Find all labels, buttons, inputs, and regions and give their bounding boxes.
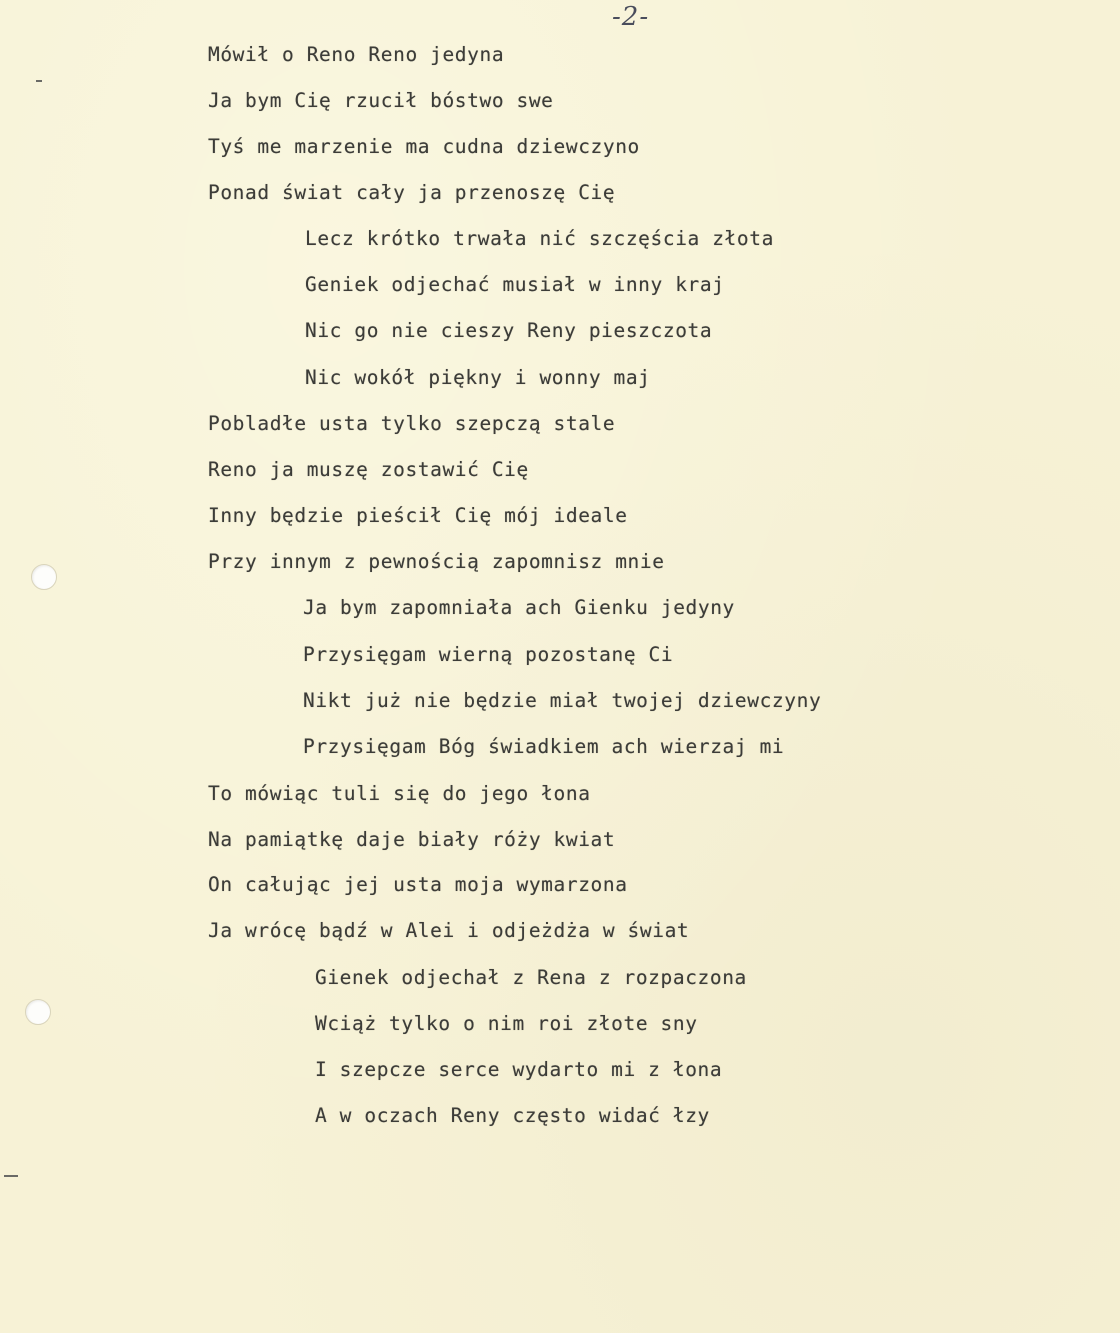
poem-line: Nikt już nie będzie miał twojej dziewczyny xyxy=(303,689,822,712)
poem-line: I szepcze serce wydarto mi z łona xyxy=(315,1058,723,1081)
poem-line: Gienek odjechał z Rena z rozpaczona xyxy=(315,966,747,989)
margin-mark xyxy=(36,80,42,82)
poem-line: Reno ja muszę zostawić Cię xyxy=(208,458,529,481)
page-number: -2- xyxy=(612,2,650,32)
margin-mark xyxy=(4,1175,18,1177)
poem-line: Ponad świat cały ja przenoszę Cię xyxy=(208,181,616,204)
poem-line: Lecz krótko trwała nić szczęścia złota xyxy=(305,227,774,250)
poem-line: Nic wokół piękny i wonny maj xyxy=(305,366,651,389)
poem-line: Ja bym zapomniała ach Gienku jedyny xyxy=(303,596,735,619)
poem-line: Inny będzie pieścił Cię mój ideale xyxy=(208,504,628,527)
punch-hole-bottom xyxy=(25,999,51,1025)
poem-line: Przysięgam wierną pozostanę Ci xyxy=(303,643,674,666)
poem-line: To mówiąc tuli się do jego łona xyxy=(208,782,591,805)
poem-line: Ja bym Cię rzucił bóstwo swe xyxy=(208,89,554,112)
poem-line: On całując jej usta moja wymarzona xyxy=(208,873,628,896)
poem-line: Geniek odjechać musiał w inny kraj xyxy=(305,273,725,296)
poem-line: Mówił o Reno Reno jedyna xyxy=(208,43,505,66)
poem-line: Tyś me marzenie ma cudna dziewczyno xyxy=(208,135,640,158)
poem-line: A w oczach Reny często widać łzy xyxy=(315,1104,710,1127)
poem-line: Wciąż tylko o nim roi złote sny xyxy=(315,1012,698,1035)
punch-hole-top xyxy=(31,564,57,590)
poem-line: Przysięgam Bóg świadkiem ach wierzaj mi xyxy=(303,735,785,758)
poem-line: Na pamiątkę daje biały róży kwiat xyxy=(208,828,616,851)
poem-line: Ja wrócę bądź w Alei i odjeżdża w świat xyxy=(208,919,690,942)
poem-line: Pobladłe usta tylko szepczą stale xyxy=(208,412,616,435)
poem-line: Nic go nie cieszy Reny pieszczota xyxy=(305,319,713,342)
poem-line: Przy innym z pewnością zapomnisz mnie xyxy=(208,550,665,573)
